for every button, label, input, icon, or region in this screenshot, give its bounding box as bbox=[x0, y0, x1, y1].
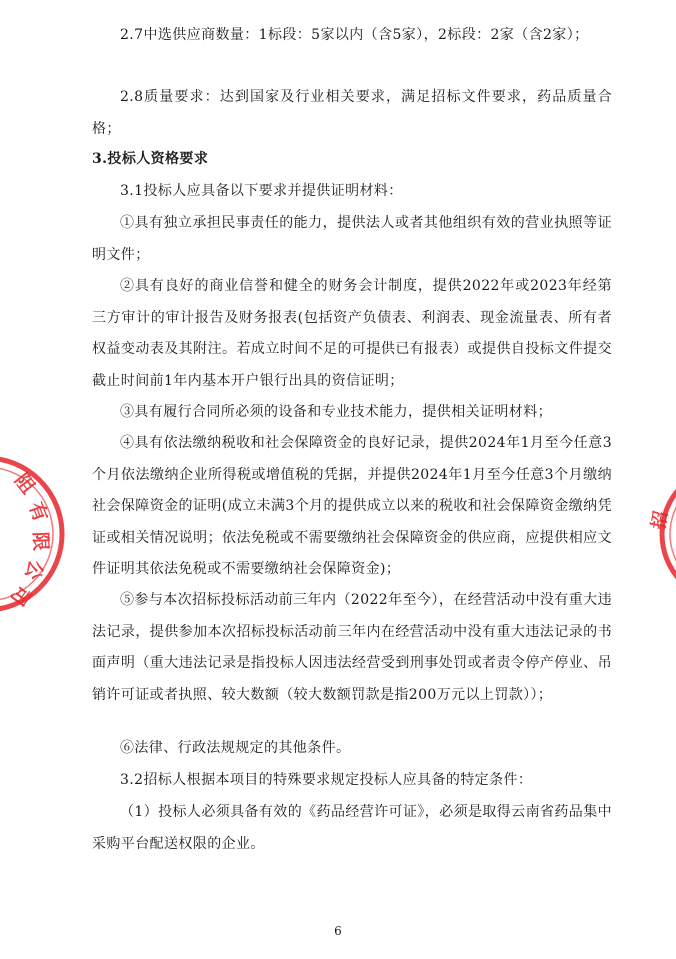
paragraph-item-3: ③具有履行合同所必须的设备和专业技术能力，提供相关证明材料； bbox=[120, 404, 552, 420]
paragraph-3-1: 3.1投标人应具备以下要求并提供证明材料： bbox=[120, 183, 403, 199]
svg-text:有: 有 bbox=[24, 499, 52, 525]
page-number: 6 bbox=[334, 924, 342, 938]
company-seal-left-icon bbox=[0, 448, 72, 620]
svg-text:公: 公 bbox=[20, 557, 48, 583]
svg-text:司: 司 bbox=[5, 581, 35, 610]
paragraph-item-5: ⑤参与本次招标投标活动前三年内（2022年至今），在经营活动中没有重大违法记录，提供参加本次招标投标活动前三年内在经营活动中没有重大违法记录的书面声明（重大违法记录是指投标人因违法经营受到刑事处罚或者责令停产停业、吊销许可证或者执照、较大数额（较大数额罚款是指200万元以上罚款））； bbox=[92, 592, 612, 703]
svg-text:阻: 阻 bbox=[10, 469, 40, 499]
paragraph-2-7: 2.7中选供应商数量：1标段：5家以内（含5家），2标段：2家（含2家）； bbox=[120, 27, 589, 43]
svg-text:限: 限 bbox=[29, 531, 52, 552]
svg-text:招: 招 bbox=[648, 509, 673, 531]
paragraph-item-4: ④具有依法缴纳税收和社会保障资金的良好记录，提供2024年1月至今任意3个月依法缴纳企业所得税或增值税的凭据，并提供2024年1月至今任意3个月缴纳社会保障资金的证明(成立未满3个月的提供成立以来的税收和社会保障资金缴纳凭证或相关情况说明；依法免税或不需要缴纳社会保障资金的供应商，应提供相应文件证明其依法免税或不需要缴纳社会保障资金)； bbox=[92, 435, 612, 577]
paragraph-item-6: ⑥法律、行政法规规定的其他条件。 bbox=[120, 740, 351, 756]
paragraph-2-8: 2.8质量要求：达到国家及行业相关要求，满足招标文件要求，药品质量合格； bbox=[92, 89, 612, 137]
section-heading-3: 3.投标人资格要求 bbox=[92, 151, 209, 167]
paragraph-item-1: ①具有独立承担民事责任的能力，提供法人或者其他组织有效的营业执照等证明文件； bbox=[92, 215, 612, 263]
paragraph-3-2: 3.2招标人根据本项目的特殊要求规定投标人应具备的特定条件： bbox=[120, 772, 533, 788]
company-seal-right-icon bbox=[648, 472, 676, 596]
paragraph-3-2-1: （1）投标人必须具备有效的《药品经营许可证》，必须是取得云南省药品集中采购平台配送权限的企业。 bbox=[92, 804, 612, 852]
paragraph-item-2: ②具有良好的商业信誉和健全的财务会计制度，提供2022年或2023年经第三方审计的审计报告及财务报表(包括资产负债表、利润表、现金流量表、所有者权益变动表及其附注。若成立时间不足的可提供已有报表）或提供自投标文件提交截止时间前1年内基本开户银行出具的资信证明； bbox=[92, 278, 612, 389]
